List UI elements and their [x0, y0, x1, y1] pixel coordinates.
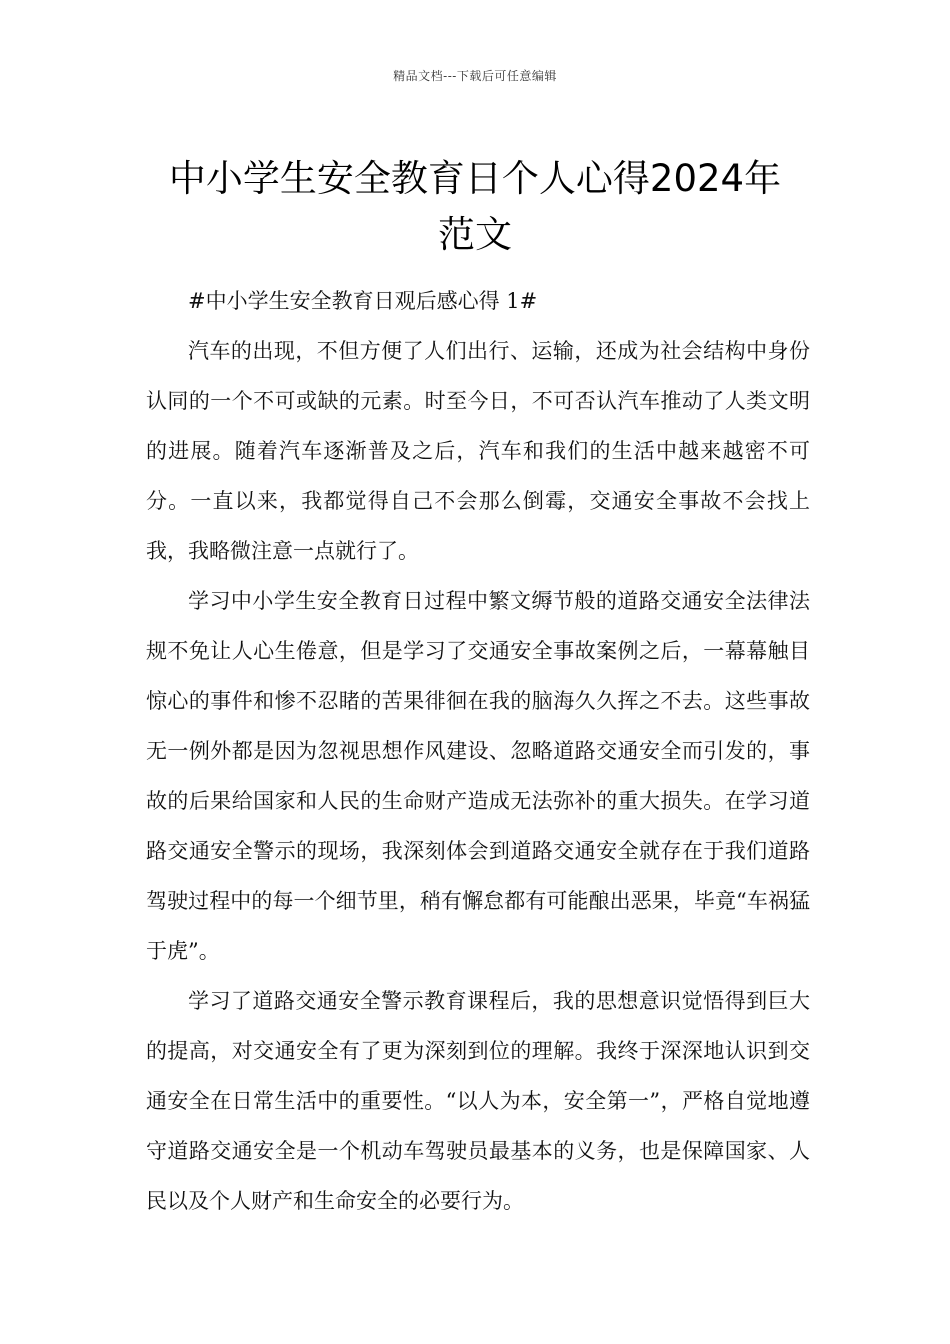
document-body: [146, 276, 810, 1226]
header-note: 精品文档---下载后可任意编辑: [393, 69, 557, 83]
page-title: [120, 151, 830, 263]
paragraph-3: 学习了道路交通安全警示教育课程后，我的思想意识觉悟得到巨大的提高，对交通安全有了更为深刻到位的理解。我终于深深地认识到交通安全在日常生活中的重要性。“以人为本，安全第一”，严格自觉地遵守道路交通安全是一个机动车驾驶员最基本的义务，也是保障国家、人民以及个人财产和生命安全的必要行为。: [146, 989, 810, 1213]
title-line-2: 范文: [438, 212, 512, 256]
paragraph-2: 学习中小学生安全教育日过程中繁文缛节般的道路交通安全法律法规不免让人心生倦意，但是学习了交通安全事故案例之后，一幕幕触目惊心的事件和惨不忍睹的苦果徘徊在我的脑海久久挥之不去。这些事故无一例外都是因为忽视思想作风建设、忽略道路交通安全而引发的，事故的后果给国家和人民的生命财产造成无法弥补的重大损失。在学习道路交通安全警示的现场，我深刻体会到道路交通安全就存在于我们道路驾驶过程中的每一个细节里，稍有懈怠都有可能酿出恶果，毕竟“车祸猛于虎”。: [146, 589, 810, 963]
section-subheading: #中小学生安全教育日观后感心得 1#: [188, 289, 538, 313]
title-line-1: 中小学生安全教育日个人心得2024年: [168, 156, 782, 200]
paragraph-1: 汽车的出现，不但方便了人们出行、运输，还成为社会结构中身份认同的一个不可或缺的元素。时至今日，不可否认汽车推动了人类文明的进展。随着汽车逐渐普及之后，汽车和我们的生活中越来越密不可分。一直以来，我都觉得自己不会那么倒霉，交通安全事故不会找上我，我略微注意一点就行了。: [146, 339, 810, 563]
